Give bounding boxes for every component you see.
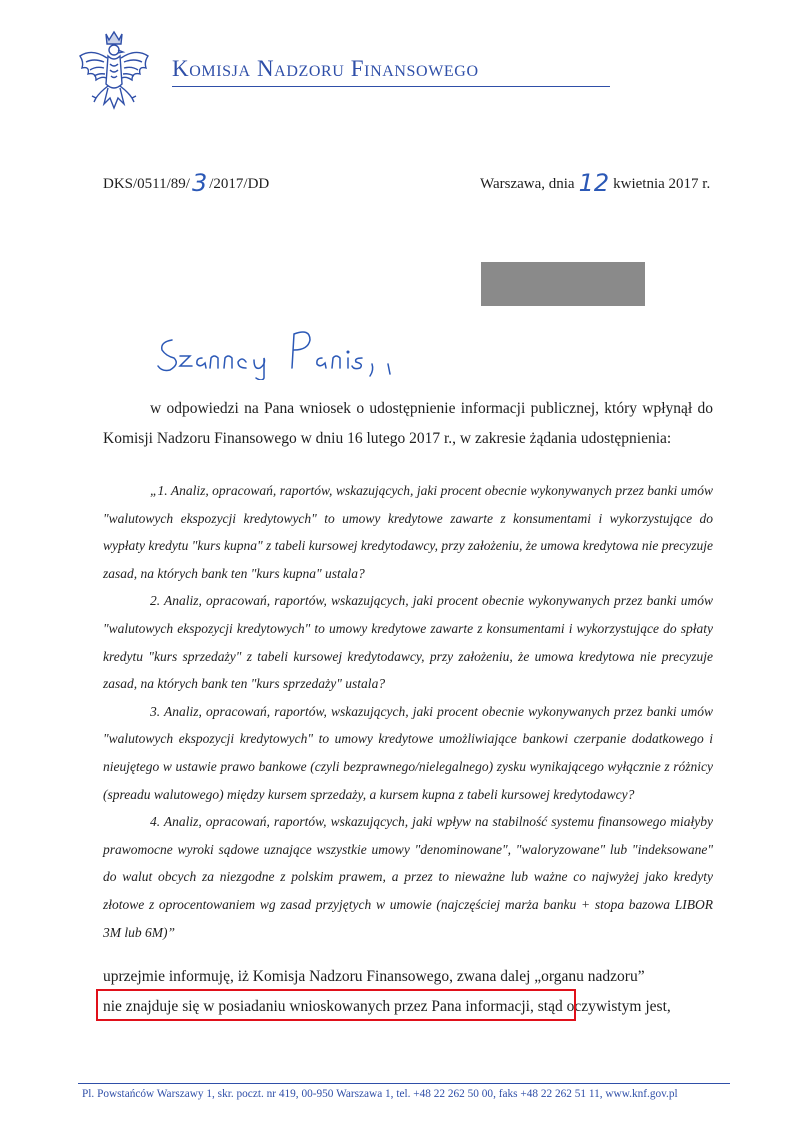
reference-prefix: DKS/0511/89/ [103, 176, 190, 192]
redacted-recipient-block [481, 262, 645, 306]
reply-line-1: uprzejmie informuję, iż Komisja Nadzoru Finansowego, zwana dalej „organu nadzoru” [103, 968, 645, 985]
quote-item-1: „1. Analiz, opracowań, raportów, wskazujących, jaki procent obecnie wykonywanych przez banki umów "walutowych ekspozycji kredytowych" to umowy kredytowe zawarte z konsumentami i wykorzystujące do wypłaty kredytu "kurs kupna" z tabeli kursowej kredytodawcy, przy założeniu, że umowa kredytowa nie precyzuje zasad, na których bank ten "kurs kupna" ustala? [103, 483, 713, 581]
footer-address: Pl. Powstańców Warszawy 1, skr. poczt. nr 419, 00-950 Warszawa 1, tel. +48 22 262 50 00, faks +48 22 262 51 11, www.knf.gov.pl [82, 1088, 678, 1100]
quote-item-4: 4. Analiz, opracowań, raportów, wskazujących, jaki wpływ na stabilność systemu finansowego miałyby prawomocne wyroki sądowe uznające wszystkie umowy "denominowane", "waloryzowane" lub "indeksowane" do walut obcych za niezgodne z polskim prawem, a przez to nieważne lub ważne co najwyżej jako kredyty złotowe z oprocentowaniem wg zasad przyjętych w umowie (najczęściej marża banku + stopa bazowa LIBOR 3M lub 6M)” [103, 814, 713, 940]
organization-name: Komisja Nadzoru Finansowego [172, 56, 479, 81]
reply-rest-text: stąd oczywistym jest, [537, 998, 671, 1015]
intro-text: w odpowiedzi na Pana wniosek o udostępnienie informacji publicznej, który wpłynął do Komisji Nadzoru Finansowego w dniu 16 lutego 2017 r., w zakresie żądania udostępnienia: [103, 400, 713, 447]
quote-item-3: 3. Analiz, opracowań, raportów, wskazujących, jaki procent obecnie wykonywanych przez banki umów "walutowych ekspozycji kredytowych" to umowy kredytowe umożliwiające bankowi czerpanie dodatkowego i nieujętego w ustawie prawo bankowe (czyli bezprawnego/nielegalnego) zysku wynikającego wyłącznie z różnicy (spreadu walutowego) między kursem sprzedaży, a kursem kupna z tabeli kursowej kredytodawcy? [103, 703, 713, 802]
reference-suffix: /2017/DD [209, 176, 270, 192]
letter-date [480, 166, 711, 197]
intro-paragraph [103, 394, 713, 454]
quoted-request [103, 477, 713, 946]
polish-eagle-emblem-icon [74, 28, 154, 120]
header-divider [172, 86, 610, 87]
reference-number [103, 166, 270, 197]
date-handwritten-day: 12 [578, 169, 610, 197]
handwritten-salutation [150, 320, 410, 380]
footer-divider [78, 1083, 730, 1084]
reply-highlighted-text: nie znajduje się w posiadaniu wnioskowanych przez Pana informacji, [103, 998, 534, 1015]
quote-item-2: 2. Analiz, opracowań, raportów, wskazujących, jaki procent obecnie wykonywanych przez banki umów "walutowych ekspozycji kredytowych" to umowy kredytowe zawarte z konsumentami i wykorzystujące do spłaty kredytu "kurs sprzedaży" z tabeli kursowej kredytodawcy, przy założeniu, że umowa kredytowa nie precyzuje zasad, na których bank ten "kurs sprzedaży" ustala? [103, 593, 713, 692]
red-highlight-box [96, 989, 576, 1021]
reference-handwritten-number: 3 [191, 169, 208, 197]
date-prefix: Warszawa, dnia [480, 176, 575, 192]
date-suffix: kwietnia 2017 r. [613, 176, 711, 192]
